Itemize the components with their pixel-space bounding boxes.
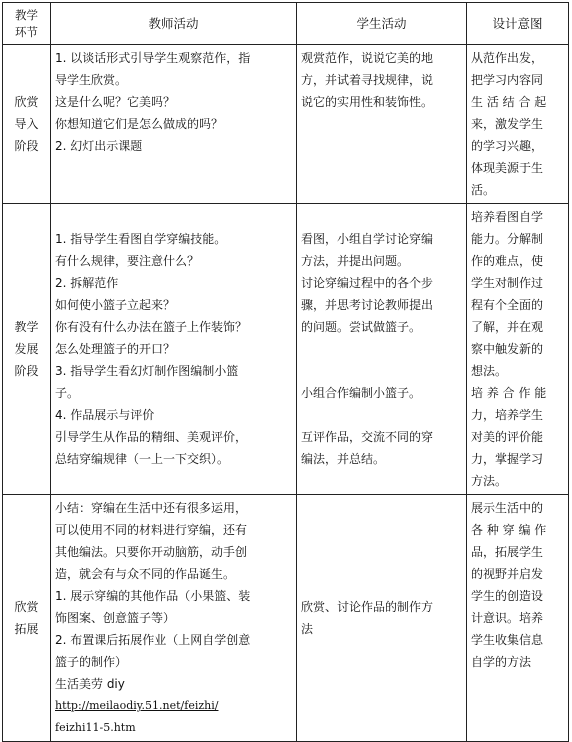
stage-cell — [3, 495, 51, 742]
text-line: 想法。 — [471, 364, 508, 378]
text-line: 造，就会有与众不同的作品诞生。 — [55, 567, 236, 581]
text-line: 2. 拆解范作 — [55, 276, 119, 290]
teacher-lines — [55, 497, 292, 695]
text-line: 力，掌握学习 — [471, 452, 544, 466]
header-student: 学生活动 — [297, 3, 467, 45]
text-line — [301, 404, 462, 426]
text-line: 察中触发新的 — [471, 342, 544, 356]
text-line: 的视野并启发 — [471, 567, 544, 581]
text-line: 有什么规律，要注意什么？ — [55, 254, 200, 268]
text-line: 欣赏、讨论作品的制作方 — [301, 600, 434, 614]
text-line: 各 种 穿 编 作 — [471, 523, 547, 537]
text-line: 能力。分解制 — [471, 232, 544, 246]
text-line: 的问题。尝试做篮子。 — [301, 320, 422, 334]
text-line: 讨论穿编过程中的各个步 — [301, 276, 434, 290]
text-line: 这是什么呢？它美吗？ — [55, 95, 176, 109]
text-line: 引导学生从作品的精细、美观评价， — [55, 430, 248, 444]
header-teacher: 教师活动 — [51, 3, 297, 45]
website-link[interactable]: http://meilaodiy.51.net/feizhi/ — [55, 699, 219, 712]
text-line: 你有没有什么办法在篮子上作装饰？ — [55, 320, 248, 334]
text-line: 培 养 合 作 能 — [471, 386, 547, 400]
text-line: 篮子的制作） — [55, 655, 128, 669]
text-line — [301, 206, 462, 228]
text-line: 方法。 — [471, 474, 508, 488]
text-line: 对美的评价能 — [471, 430, 544, 444]
text-line: 计意识。培养 — [471, 611, 544, 625]
text-line: 生活美劳 diy — [55, 677, 125, 691]
text-line: 自学的方法 — [471, 655, 532, 669]
text-line: 把学习内容同 — [471, 73, 544, 87]
text-line: 法 — [301, 622, 314, 636]
teacher-cell — [51, 45, 297, 204]
text-line: 展示生活中的 — [471, 501, 544, 515]
text-line: 可以使用不同的材料进行穿编，还有 — [55, 523, 248, 537]
student-cell — [297, 45, 467, 204]
text-line: 活。 — [471, 183, 496, 197]
header-row — [3, 3, 569, 45]
text-line: 观赏范作，说说它美的地 — [301, 51, 434, 65]
stage-text: 教学 发展 阶段 — [14, 320, 39, 378]
lesson-plan-table — [2, 2, 569, 742]
text-line: 骤，并思考讨论教师提出 — [301, 298, 434, 312]
text-line: 体现美源于生 — [471, 161, 544, 175]
text-line: 小组合作编制小篮子。 — [301, 386, 422, 400]
text-line: 来，激发学生 — [471, 117, 544, 131]
text-line: 的学习兴趣， — [471, 139, 544, 153]
text-line: 作的难点，使 — [471, 254, 544, 268]
text-line: 怎么处理篮子的开口？ — [55, 342, 176, 356]
text-line: 了解，并在观 — [471, 320, 544, 334]
text-line: 如何使小篮子立起来？ — [55, 298, 176, 312]
text-line: 程有个全面的 — [471, 298, 544, 312]
text-line: 1. 展示穿编的其他作品（小果篮、装 — [55, 589, 251, 603]
text-line: 编法，并总结。 — [301, 452, 386, 466]
text-line: 2. 布置课后拓展作业（上网自学创意 — [55, 633, 251, 647]
student-cell — [297, 204, 467, 495]
text-line: 子。 — [55, 386, 80, 400]
text-line: 你想知道它们是怎么做成的吗？ — [55, 117, 224, 131]
stage-cell — [3, 45, 51, 204]
text-line: 生 活 结 合 起 — [471, 95, 547, 109]
design-cell — [467, 45, 569, 204]
header-design: 设计意图 — [467, 3, 569, 45]
text-line: 4. 作品展示与评价 — [55, 408, 155, 422]
text-line: 总结穿编规律（一上一下交织）。 — [55, 452, 230, 466]
text-line: 看图，小组自学讨论穿编 — [301, 232, 434, 246]
text-line — [301, 360, 462, 382]
table-row — [3, 45, 569, 204]
text-line: 方法，并提出问题。 — [301, 254, 410, 268]
text-line: 力，培养学生 — [471, 408, 544, 422]
text-line: 说它的实用性和装饰性。 — [301, 95, 434, 109]
header-stage — [3, 3, 51, 45]
text-line: 2. 幻灯出示课题 — [55, 139, 143, 153]
table-row — [3, 495, 569, 742]
table-row — [3, 204, 569, 495]
text-line: 从范作出发， — [471, 51, 544, 65]
teacher-cell — [51, 495, 297, 742]
text-line: 1. 指导学生看图自学穿编技能。 — [55, 232, 227, 246]
text-line: 饰图案、创意篮子等） — [55, 611, 176, 625]
student-lines — [301, 596, 462, 640]
teacher-cell — [51, 204, 297, 495]
text-line: 互评作品，交流不同的穿 — [301, 430, 434, 444]
stage-text: 欣赏 导入 阶段 — [14, 95, 39, 153]
design-cell — [467, 204, 569, 495]
text-line — [301, 338, 462, 360]
text-line: 学生的创造设 — [471, 589, 544, 603]
text-line: 其他编法。只要你开动脑筋，动手创 — [55, 545, 248, 559]
text-line: 培养看图自学 — [471, 210, 544, 224]
text-line: 方，并试着寻找规律，说 — [301, 73, 434, 87]
header-stage-text: 教学 环节 — [15, 7, 38, 39]
text-line: 学生对制作过 — [471, 276, 544, 290]
stage-cell — [3, 204, 51, 495]
stage-text: 欣赏 拓展 — [14, 600, 39, 636]
text-line: 导学生欣赏。 — [55, 73, 128, 87]
text-line: 学生收集信息 — [471, 633, 544, 647]
text-line: 品，拓展学生 — [471, 545, 544, 559]
student-cell — [297, 495, 467, 742]
text-line: 1. 以谈话形式引导学生观察范作，指 — [55, 51, 251, 65]
text-line: 3. 指导学生看幻灯制作图编制小篮 — [55, 364, 239, 378]
website-link-tail: feizhi11-5.htm — [55, 721, 136, 734]
text-line — [55, 206, 292, 228]
text-line: 小结：穿编在生活中还有很多运用， — [55, 501, 248, 515]
design-cell — [467, 495, 569, 742]
